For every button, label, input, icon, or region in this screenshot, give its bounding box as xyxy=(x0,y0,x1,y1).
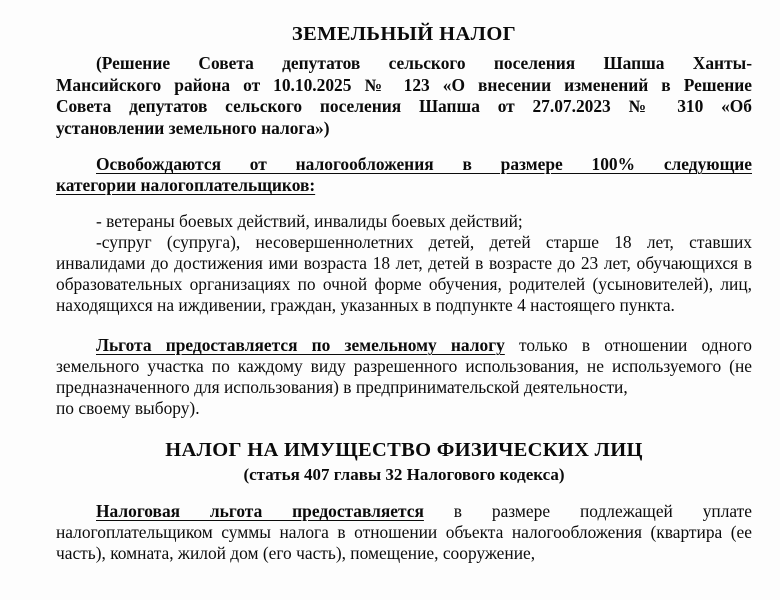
exemption-heading-line-1: Освобождаются от налогообложения в размере 100% следующие xyxy=(96,154,752,174)
page-title: ЗЕМЕЛЬНЫЙ НАЛОГ xyxy=(291,23,517,45)
exemption-heading-line-2: категории налогоплательщиков: xyxy=(56,175,316,195)
reference-line-4: установлении земельного налога») xyxy=(56,117,330,138)
property-section-subtitle: (статья 407 главы 32 Налогового кодекса) xyxy=(243,465,565,484)
exemption-item-family: -супруг (супруга), несовершеннолетних детей, детей старше 18 лет, ставших инвалидами до достижения ими возраста 18 лет, детей в возрасте до 23 лет, обучающихся в образовательных организациях по очной форме обучения, родителей (усыновителей), лиц, находящихся на иждивении, граждан, указанных в подпункте 4 настоящего пункта. xyxy=(56,232,752,315)
reference-line-2: Мансийского района от 10.10.2025 № 123 «О внесении изменений в Решение xyxy=(56,74,752,95)
exemption-heading xyxy=(56,139,752,196)
property-section-title: НАЛОГ НА ИМУЩЕСТВО ФИЗИЧЕСКИХ ЛИЦ xyxy=(165,439,643,461)
benefit-rest: только в отношении одного земельного участка по каждому виду разрешенного использования, не используемого (не предназначенного для использования) в предпринимательской деятельности, xyxy=(56,335,752,397)
property-paragraph xyxy=(56,486,752,564)
property-rest: в размере подлежащей уплате налогоплательщиком суммы налога в отношении объекта налогообложения (квартира (ее часть), комната, жилой дом (его часть), помещение, сооружение, xyxy=(56,501,752,563)
reference-paragraph xyxy=(56,46,752,139)
reference-line-1: (Решение Совета депутатов сельского поселения Шапша Ханты- xyxy=(96,53,752,73)
reference-line-3: Совета депутатов сельского поселения Шапша от 27.07.2023 № 310 «Об xyxy=(56,96,752,116)
benefit-paragraph xyxy=(56,316,752,398)
document-text-block xyxy=(56,0,752,564)
exemption-item-veterans: - ветераны боевых действий, инвалиды боевых действий; xyxy=(96,211,523,231)
benefit-tail-line: по своему выбору). xyxy=(56,398,200,418)
benefit-lead-in: Льгота предоставляется по земельному налогу xyxy=(96,335,505,355)
property-lead-in: Налоговая льгота предоставляется xyxy=(96,501,424,521)
